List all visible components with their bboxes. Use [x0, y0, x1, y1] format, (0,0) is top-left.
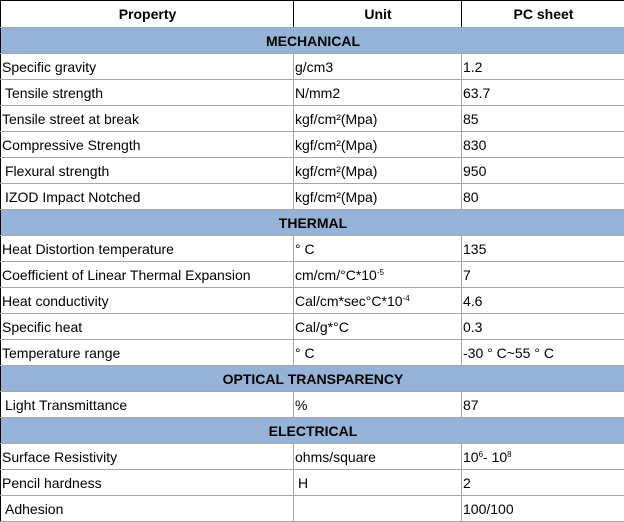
header-pc-sheet: PC sheet — [462, 1, 624, 28]
unit-exponent: -4 — [403, 294, 410, 303]
property-cell: IZOD Impact Notched — [1, 184, 294, 210]
value-cell: 63.7 — [462, 80, 624, 106]
table-row — [1, 314, 624, 340]
property-cell: Tensile street at break — [1, 106, 294, 132]
property-cell: Compressive Strength — [1, 132, 294, 158]
value-cell: -30 ° C~55 ° C — [462, 340, 624, 366]
value-cell: 830 — [462, 132, 624, 158]
value-cell — [462, 444, 624, 470]
value-exponent: 6 — [479, 450, 483, 459]
value-cell: 4.6 — [462, 288, 624, 314]
value-cell: 87 — [462, 392, 624, 418]
unit-cell: kgf/cm²(Mpa) — [294, 132, 462, 158]
value-cell: 0.3 — [462, 314, 624, 340]
section-title: ELECTRICAL — [1, 418, 624, 444]
unit-cell — [294, 288, 462, 314]
property-cell: Pencil hardness — [1, 470, 294, 496]
property-cell: Coefficient of Linear Thermal Expansion — [1, 262, 294, 288]
header-property: Property — [1, 1, 294, 28]
table-row — [1, 444, 624, 470]
property-cell: Surface Resistivity — [1, 444, 294, 470]
section-electrical — [1, 418, 624, 444]
property-cell: Specific heat — [1, 314, 294, 340]
property-cell: Adhesion — [1, 496, 294, 522]
table-row — [1, 496, 624, 522]
unit-text: Cal/cm*sec°C*10 — [295, 293, 403, 309]
table-row — [1, 340, 624, 366]
table-row — [1, 54, 624, 80]
property-cell: Flexural strength — [1, 158, 294, 184]
value-cell: 1.2 — [462, 54, 624, 80]
property-cell: Heat Distortion temperature — [1, 236, 294, 262]
value-cell: 2 — [462, 470, 624, 496]
table-row — [1, 106, 624, 132]
value-cell: 135 — [462, 236, 624, 262]
table-row — [1, 262, 624, 288]
unit-cell: kgf/cm²(Mpa) — [294, 106, 462, 132]
section-thermal — [1, 210, 624, 236]
section-title: OPTICAL TRANSPARENCY — [1, 366, 624, 392]
unit-cell: ° C — [294, 340, 462, 366]
value-text: 10 — [463, 449, 479, 465]
value-text: - 10 — [483, 449, 507, 465]
unit-cell: g/cm3 — [294, 54, 462, 80]
property-cell: Specific gravity — [1, 54, 294, 80]
value-cell: 100/100 — [462, 496, 624, 522]
table-row — [1, 392, 624, 418]
property-cell: Heat conductivity — [1, 288, 294, 314]
table-row — [1, 184, 624, 210]
value-cell: 80 — [462, 184, 624, 210]
unit-cell: kgf/cm²(Mpa) — [294, 158, 462, 184]
value-exponent: 8 — [507, 450, 511, 459]
value-cell: 950 — [462, 158, 624, 184]
unit-cell: % — [294, 392, 462, 418]
unit-cell: kgf/cm²(Mpa) — [294, 184, 462, 210]
header-row — [1, 1, 624, 28]
header-unit: Unit — [294, 1, 462, 28]
unit-text: cm/cm/°C*10 — [295, 267, 377, 283]
unit-cell: ohms/square — [294, 444, 462, 470]
table-row — [1, 80, 624, 106]
section-optical — [1, 366, 624, 392]
value-cell: 85 — [462, 106, 624, 132]
table-row — [1, 158, 624, 184]
unit-cell: N/mm2 — [294, 80, 462, 106]
unit-cell: ° C — [294, 236, 462, 262]
table-row — [1, 288, 624, 314]
section-mechanical — [1, 28, 624, 54]
unit-cell: H — [294, 470, 462, 496]
table-row — [1, 236, 624, 262]
table-row — [1, 132, 624, 158]
section-title: THERMAL — [1, 210, 624, 236]
property-cell: Light Transmittance — [1, 392, 294, 418]
unit-exponent: -5 — [377, 268, 384, 277]
property-cell: Tensile strength — [1, 80, 294, 106]
unit-cell — [294, 496, 462, 522]
property-cell: Temperature range — [1, 340, 294, 366]
section-title: MECHANICAL — [1, 28, 624, 54]
value-cell: 7 — [462, 262, 624, 288]
unit-cell: Cal/g*°C — [294, 314, 462, 340]
unit-cell — [294, 262, 462, 288]
table-row — [1, 470, 624, 496]
